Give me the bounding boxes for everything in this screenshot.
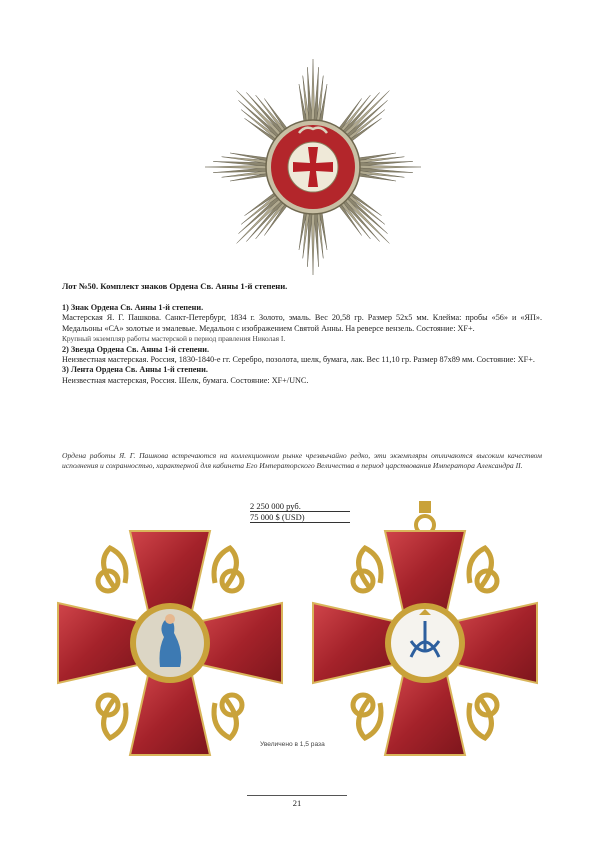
item-1-heading: 1) Знак Ордена Св. Анны 1-й степени. bbox=[62, 303, 204, 312]
item-3-text: Неизвестная мастерская, Россия. Шелк, бумага. Состояние: XF+/UNC. bbox=[62, 375, 309, 385]
lot-description bbox=[62, 303, 542, 386]
order-badge-reverse-image bbox=[300, 495, 550, 765]
footer-rule bbox=[247, 795, 347, 796]
item-1-note: Крупный экземпляр работы мастерской в период правления Николая I. bbox=[62, 334, 286, 344]
order-star-image bbox=[193, 54, 433, 280]
price-usd: 75 000 $ (USD) bbox=[250, 512, 350, 523]
item-2-text: Неизвестная мастерская. Россия, 1830-1840-е гг. Серебро, позолота, шелк, бумага, лак. Вес 11,10 гр. Размер 87x89 мм. Состояние: XF+. bbox=[62, 355, 535, 365]
lot-remark: Ордена работы Я. Г. Пашкова встречаются на коллекционном рынке чрезвычайно редко, эти экземпляры отличаются высоким качеством исполнения и сохранностью, характерной для кабинета Его Императорского Величества в период царствования Императора Александра II. bbox=[62, 451, 542, 471]
item-3-heading: 3) Лента Ордена Св. Анны 1-й степени. bbox=[62, 365, 208, 375]
price-rub: 2 250 000 руб. bbox=[250, 501, 350, 512]
item-2-heading: 2) Звезда Ордена Св. Анны 1-й степени. bbox=[62, 344, 210, 354]
item-1-text: Мастерская Я. Г. Пашкова. Санкт-Петербург, 1834 г. Золото, эмаль. Вес 20,58 гр. Размер 52x5 мм. Клейма: пробы «56» и «ЯП». Медальоны «СА» золотые и эмалевые. Медальон с изображением Святой Анны. На реверсе вензель. Состояние: XF+. bbox=[62, 313, 542, 333]
zoom-note: Увеличено в 1,5 раза bbox=[260, 741, 325, 748]
page-number: 21 bbox=[292, 798, 302, 808]
lot-title: Лот №50. Комплект знаков Ордена Св. Анны 1-й степени. bbox=[62, 281, 288, 291]
star-svg bbox=[193, 54, 433, 280]
order-badge-obverse-image bbox=[45, 518, 295, 763]
